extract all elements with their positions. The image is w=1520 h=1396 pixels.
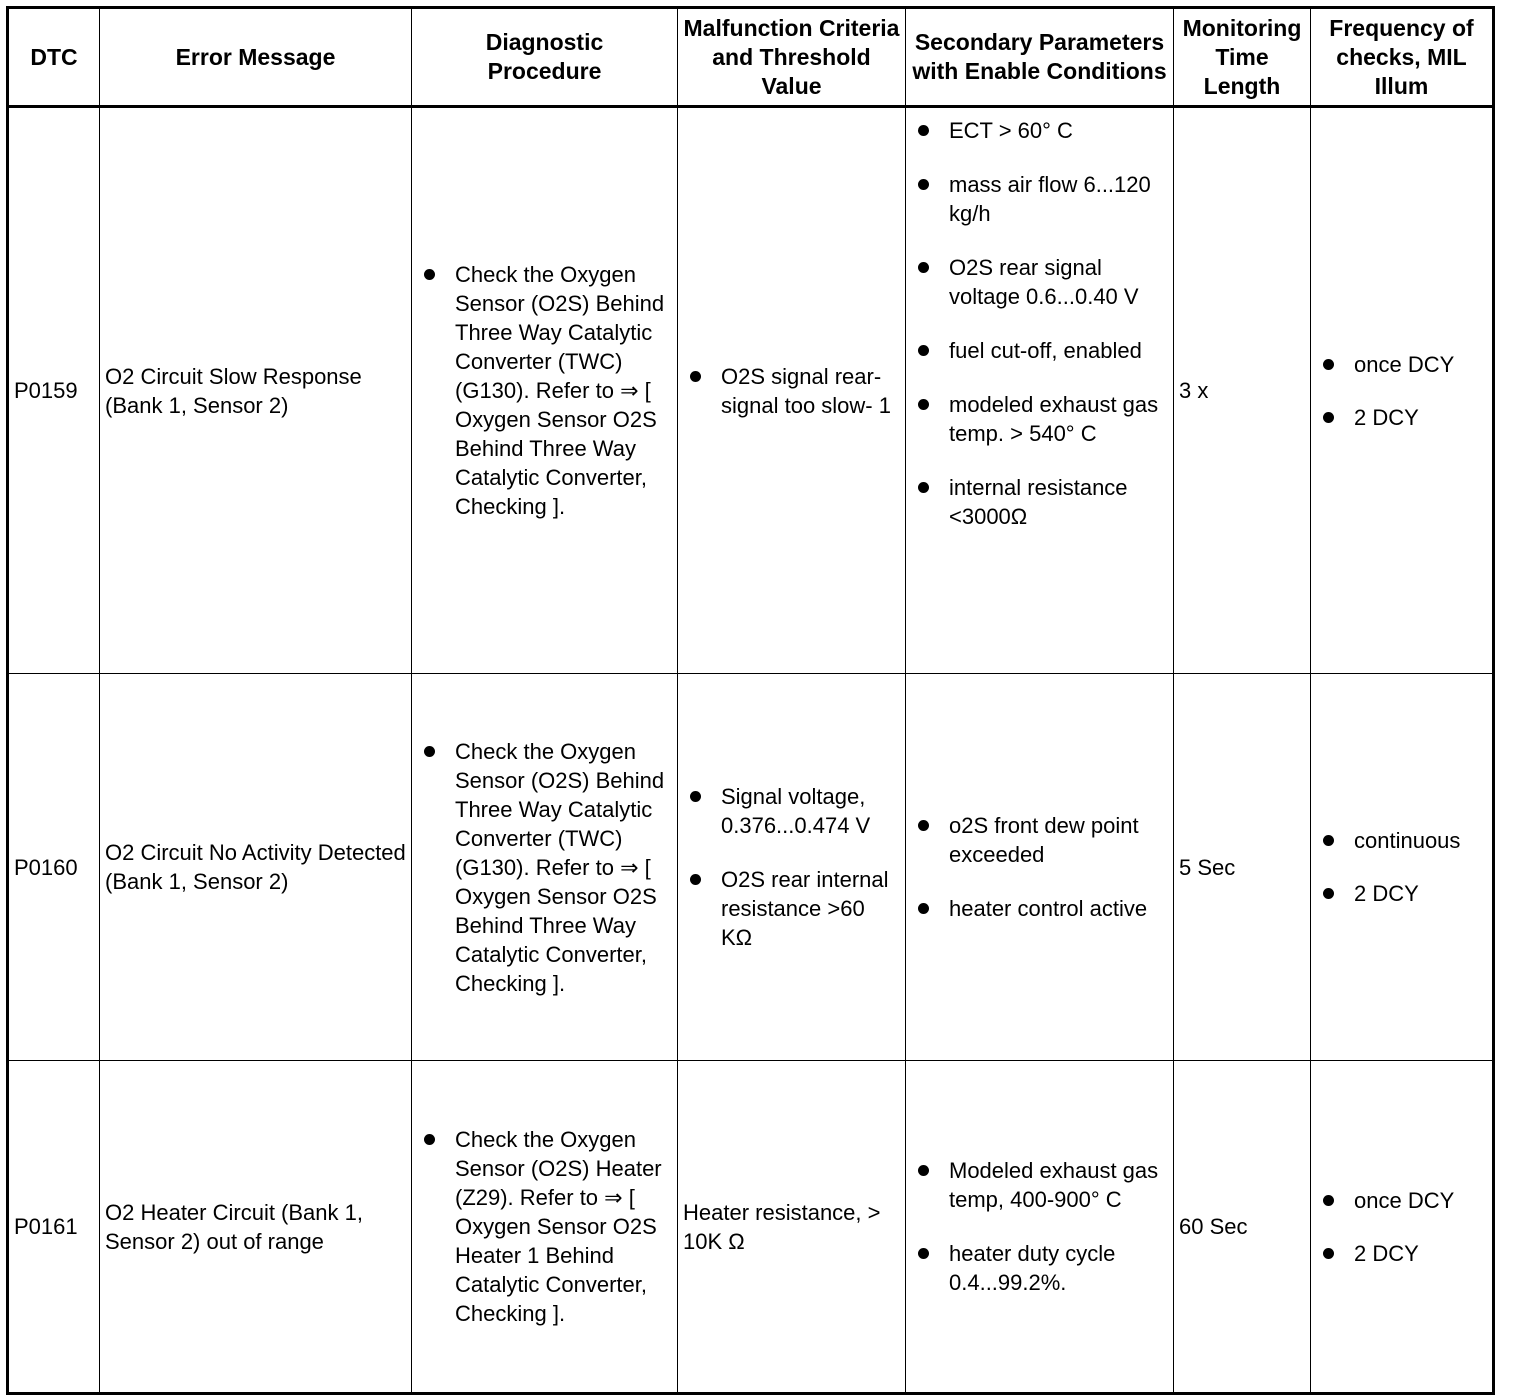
diagnostic-procedure bbox=[412, 1061, 678, 1394]
secondary-item: ECT > 60° C bbox=[911, 116, 1168, 145]
dtc-code: P0160 bbox=[8, 674, 100, 1061]
frequency-item: 2 DCY bbox=[1316, 403, 1487, 432]
header-row bbox=[8, 8, 1494, 107]
frequency-item: once DCY bbox=[1316, 1186, 1487, 1215]
monitoring-time: 60 Sec bbox=[1174, 1061, 1311, 1394]
secondary-parameters bbox=[906, 107, 1174, 674]
diagnostic-procedure bbox=[412, 107, 678, 674]
secondary-parameters bbox=[906, 674, 1174, 1061]
error-message: O2 Heater Circuit (Bank 1, Sensor 2) out of range bbox=[100, 1061, 412, 1394]
criteria-item: O2S signal rear- signal too slow- 1 bbox=[683, 362, 900, 420]
header-dtc: DTC bbox=[8, 8, 100, 107]
criteria-item: Signal voltage, 0.376...0.474 V bbox=[683, 782, 900, 840]
procedure-item: Check the Oxygen Sensor (O2S) Behind Three Way Catalytic Converter (TWC) (G130). Refer to ⇒ [ Oxygen Sensor O2S Behind Three Way Catalytic Converter, Checking ]. bbox=[417, 737, 672, 998]
secondary-item: o2S front dew point exceeded bbox=[911, 811, 1168, 869]
frequency-item: once DCY bbox=[1316, 350, 1487, 379]
frequency bbox=[1311, 674, 1494, 1061]
criteria-item: O2S rear internal resistance >60 KΩ bbox=[683, 865, 900, 952]
secondary-item: Modeled exhaust gas temp, 400-900° C bbox=[911, 1156, 1168, 1214]
frequency bbox=[1311, 107, 1494, 674]
header-malfunction-criteria: Malfunction Criteria and Threshold Value bbox=[678, 8, 906, 107]
procedure-item: Check the Oxygen Sensor (O2S) Heater (Z29). Refer to ⇒ [ Oxygen Sensor O2S Heater 1 Behind Catalytic Converter, Checking ]. bbox=[417, 1125, 672, 1328]
secondary-item: O2S rear signal voltage 0.6...0.40 V bbox=[911, 253, 1168, 311]
frequency-item: 2 DCY bbox=[1316, 879, 1487, 908]
malfunction-criteria: Heater resistance, > 10K Ω bbox=[678, 1061, 906, 1394]
frequency-item: 2 DCY bbox=[1316, 1239, 1487, 1268]
dtc-code: P0161 bbox=[8, 1061, 100, 1394]
header-secondary-parameters: Secondary Parameters with Enable Conditions bbox=[906, 8, 1174, 107]
dtc-code: P0159 bbox=[8, 107, 100, 674]
diagnostic-procedure bbox=[412, 674, 678, 1061]
header-error-message: Error Message bbox=[100, 8, 412, 107]
header-diagnostic-procedure: Diagnostic Procedure bbox=[412, 8, 678, 107]
monitoring-time: 3 x bbox=[1174, 107, 1311, 674]
malfunction-criteria bbox=[678, 674, 906, 1061]
table-row bbox=[8, 674, 1494, 1061]
malfunction-criteria bbox=[678, 107, 906, 674]
procedure-item: Check the Oxygen Sensor (O2S) Behind Three Way Catalytic Converter (TWC) (G130). Refer to ⇒ [ Oxygen Sensor O2S Behind Three Way Catalytic Converter, Checking ]. bbox=[417, 260, 672, 521]
secondary-item: heater control active bbox=[911, 894, 1168, 923]
dtc-table bbox=[6, 6, 1495, 1395]
secondary-item: internal resistance <3000Ω bbox=[911, 473, 1168, 531]
header-frequency: Frequency of checks, MIL Illum bbox=[1311, 8, 1494, 107]
secondary-parameters bbox=[906, 1061, 1174, 1394]
header-monitoring-time: Monitoring Time Length bbox=[1174, 8, 1311, 107]
secondary-item: fuel cut-off, enabled bbox=[911, 336, 1168, 365]
error-message: O2 Circuit No Activity Detected (Bank 1, Sensor 2) bbox=[100, 674, 412, 1061]
frequency-item: continuous bbox=[1316, 826, 1487, 855]
monitoring-time: 5 Sec bbox=[1174, 674, 1311, 1061]
table-row bbox=[8, 107, 1494, 674]
table-row bbox=[8, 1061, 1494, 1394]
secondary-item: modeled exhaust gas temp. > 540° C bbox=[911, 390, 1168, 448]
error-message: O2 Circuit Slow Response (Bank 1, Sensor 2) bbox=[100, 107, 412, 674]
frequency bbox=[1311, 1061, 1494, 1394]
secondary-item: heater duty cycle 0.4...99.2%. bbox=[911, 1239, 1168, 1297]
secondary-item: mass air flow 6...120 kg/h bbox=[911, 170, 1168, 228]
